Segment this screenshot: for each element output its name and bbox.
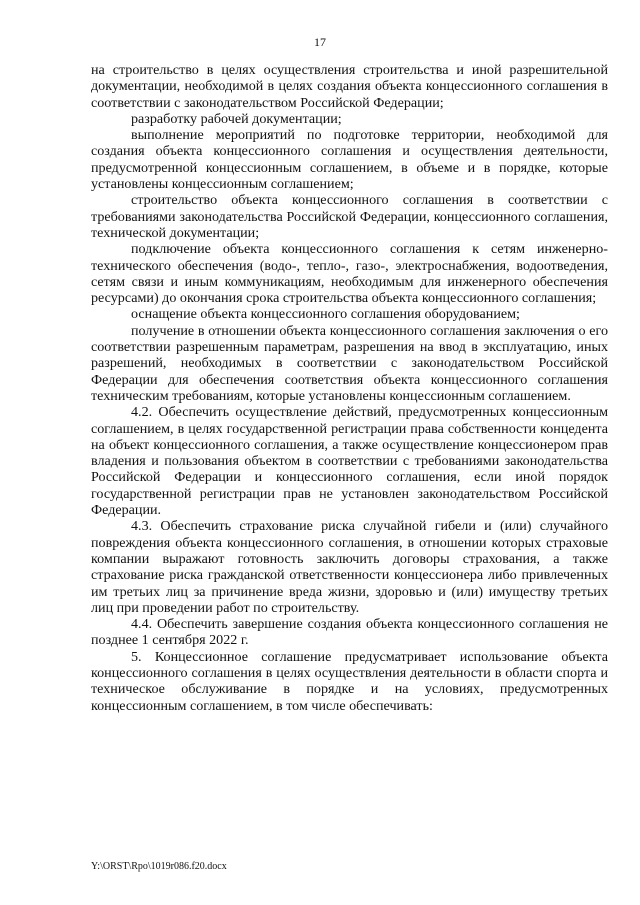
document-body — [91, 62, 608, 714]
paragraph-4-3-insurance: 4.3. Обеспечить страхование риска случайной гибели и (или) случайного повреждения объекта концессионного соглашения, в отношении которых страховые компании выражают готовность заключить договоры страхования, а также страхование риска гражданской ответственности концессионера либо привлеченных им третьих лиц за причинение вреда жизни, здоровью и (или) имуществу третьих лиц при проведении работ по строительству. — [91, 518, 608, 616]
paragraph-4-4-deadline: 4.4. Обеспечить завершение создания объекта концессионного соглашения не позднее 1 сентября 2022 г. — [91, 616, 608, 649]
paragraph-permits-continuation: на строительство в целях осуществления строительства и иной разрешительной документации, необходимой в целях создания объекта концессионного соглашения в соответствии с законодательством Российской Федерации; — [91, 62, 608, 111]
paragraph-construction: строительство объекта концессионного соглашения в соответствии с требованиями законодательства Российской Федерации, концессионного соглашения, технической документации; — [91, 192, 608, 241]
footer-file-path: Y:\ORST\Rpo\1019r086.f20.docx — [91, 861, 227, 872]
paragraph-working-documentation: разработку рабочей документации; — [131, 110, 342, 127]
paragraph-equipment: оснащение объекта концессионного соглашения оборудованием; — [131, 306, 520, 323]
paragraph-4-2-registration: 4.2. Обеспечить осуществление действий, предусмотренных концессионным соглашением, в целях государственной регистрации права собственности концедента на объект концессионного соглашения, а также осуществление концессионером прав владения и пользования объектом в соответствии с требованиями законодательства Российской Федерации и концессионного соглашения, если иной порядок государственной регистрации прав не установлен законодательством Российской Федерации. — [91, 404, 608, 519]
paragraph-utility-connection: подключение объекта концессионного соглашения к сетям инженерно-технического обеспечения (водо-, тепло-, газо-, электроснабжения, водоотведения, сетям связи и иным коммуникациям, необходимым для инженерного обеспечения ресурсами) до окончания срока строительства объекта концессионного соглашения; — [91, 241, 608, 307]
page-number: 17 — [314, 35, 326, 49]
paragraph-territory-preparation: выполнение мероприятий по подготовке территории, необходимой для создания объекта концессионного соглашения и осуществления деятельности, предусмотренной концессионным соглашением, в объеме и в порядке, которые установлены концессионным соглашением; — [91, 127, 608, 193]
paragraph-5-usage: 5. Концессионное соглашение предусматривает использование объекта концессионного соглашения в целях осуществления деятельности в области спорта и техническое обслуживание в порядке и на условиях, предусмотренных концессионным соглашением, в том числе обеспечивать: — [91, 648, 608, 714]
paragraph-commissioning: получение в отношении объекта концессионного соглашения заключения о его соответствии разрешенным параметрам, разрешения на ввод в эксплуатацию, иных разрешений, необходимых в соответствии с законодательством Российской Федерации для обеспечения соответствия объекта концессионного соглашения техническим требованиям, которые установлены концессионным соглашением. — [91, 322, 608, 404]
